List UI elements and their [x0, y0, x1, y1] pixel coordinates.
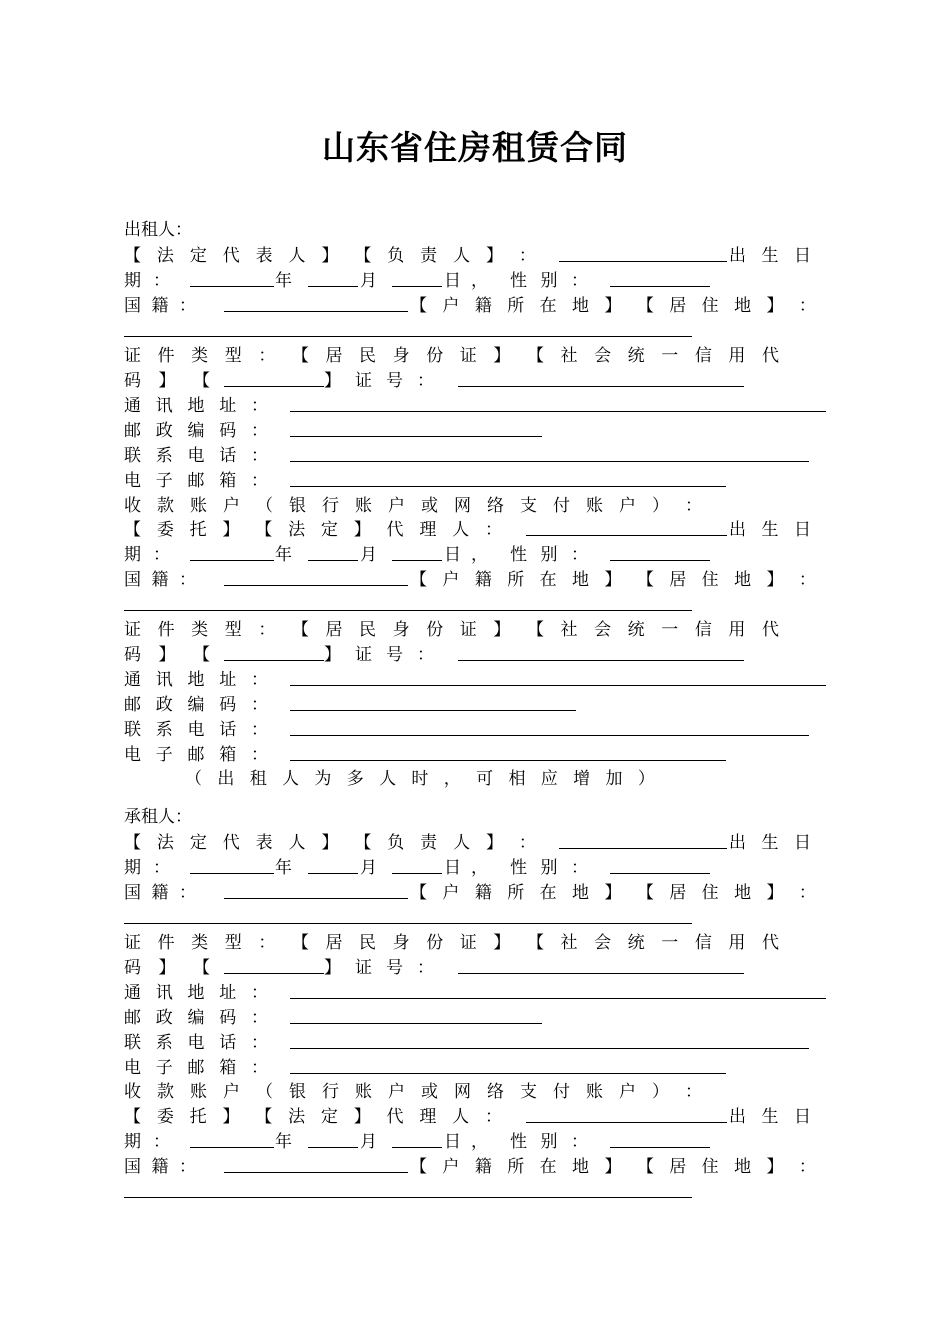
- phone-blank[interactable]: [290, 1048, 809, 1049]
- id-number-label: 】 证 号 ：: [324, 958, 434, 978]
- representative-label: 【 法 定 代 表 人 】 【 负 责 人 】 ：: [124, 833, 536, 853]
- household-label: 【 户 籍 所 在 地 】 【 居 住 地 】 ：: [410, 883, 816, 903]
- nationality-row: [124, 565, 816, 589]
- email-label: 电 子 邮 箱 ：: [124, 471, 268, 491]
- nationality-label: 国 籍 ：: [124, 570, 196, 590]
- id-type-row: [124, 615, 816, 639]
- nationality-label: 国 籍 ：: [124, 1157, 196, 1177]
- account-row: [124, 491, 816, 515]
- birth-date-row: [124, 1127, 816, 1151]
- residence-blank[interactable]: [124, 1197, 692, 1198]
- phone-row: [124, 1028, 816, 1052]
- phone-row: [124, 441, 816, 465]
- birth-month-blank[interactable]: [308, 560, 358, 561]
- id-type-open: 码 】 【: [124, 958, 210, 978]
- phone-row: [124, 715, 816, 739]
- date-label: 期 ：: [124, 545, 170, 565]
- representative-row: [124, 828, 816, 852]
- id-number-label: 】 证 号 ：: [324, 645, 434, 665]
- email-blank[interactable]: [290, 486, 726, 487]
- id-number-row: [124, 953, 816, 977]
- month-label: 月: [360, 271, 377, 291]
- address-row: [124, 391, 816, 415]
- id-number-row: [124, 640, 816, 664]
- id-number-blank[interactable]: [458, 973, 744, 974]
- address-row: [124, 665, 816, 689]
- day-label: 日 ，: [444, 271, 488, 291]
- id-type-label: 证 件 类 型 ： 【 居 民 身 份 证 】 【 社 会 统 一 信 用 代: [124, 620, 779, 640]
- agent-row: [124, 1102, 816, 1126]
- birth-day-blank[interactable]: [392, 873, 442, 874]
- agent-label: 【 委 托 】 【 法 定 】 代 理 人 ：: [124, 520, 502, 540]
- birth-day-blank[interactable]: [392, 286, 442, 287]
- other-id-type-blank[interactable]: [224, 973, 324, 974]
- other-id-type-blank[interactable]: [224, 386, 324, 387]
- postal-label: 邮 政 编 码 ：: [124, 695, 268, 715]
- id-type-open: 码 】 【: [124, 645, 210, 665]
- date-label: 期 ：: [124, 1132, 170, 1152]
- nationality-label: 国 籍 ：: [124, 296, 196, 316]
- postal-blank[interactable]: [290, 710, 576, 711]
- address-blank[interactable]: [290, 411, 826, 412]
- birth-label: 出 生 日: [729, 833, 811, 853]
- residence-row: [124, 590, 816, 614]
- address-label: 通 讯 地 址 ：: [124, 396, 268, 416]
- birth-label: 出 生 日: [729, 1107, 811, 1127]
- residence-row: [124, 903, 816, 927]
- address-blank[interactable]: [290, 998, 826, 999]
- gender-blank[interactable]: [610, 560, 710, 561]
- lessor-heading: 出租人：: [124, 220, 192, 240]
- birth-label: 出 生 日: [729, 520, 811, 540]
- year-label: 年: [275, 1132, 292, 1152]
- postal-row: [124, 416, 816, 440]
- birth-date-row: [124, 266, 816, 290]
- postal-blank[interactable]: [290, 1023, 542, 1024]
- email-row: [124, 1053, 816, 1077]
- gender-label: 性 别 ：: [510, 858, 588, 878]
- email-row: [124, 466, 816, 490]
- residence-blank[interactable]: [124, 610, 692, 611]
- month-label: 月: [360, 545, 377, 565]
- other-id-type-blank[interactable]: [224, 660, 324, 661]
- residence-row: [124, 316, 816, 340]
- household-label: 【 户 籍 所 在 地 】 【 居 住 地 】 ：: [410, 1157, 816, 1177]
- id-number-row: [124, 366, 816, 390]
- year-label: 年: [275, 545, 292, 565]
- nationality-row: [124, 1152, 816, 1176]
- representative-label: 【 法 定 代 表 人 】 【 负 责 人 】 ：: [124, 246, 536, 266]
- phone-label: 联 系 电 话 ：: [124, 1033, 268, 1053]
- birth-year-blank[interactable]: [190, 286, 274, 287]
- birth-date-row: [124, 853, 816, 877]
- representative-blank[interactable]: [559, 848, 727, 849]
- email-blank[interactable]: [290, 1073, 726, 1074]
- address-blank[interactable]: [290, 685, 826, 686]
- month-label: 月: [360, 1132, 377, 1152]
- gender-label: 性 别 ：: [510, 271, 588, 291]
- residence-row: [124, 1177, 816, 1201]
- phone-blank[interactable]: [290, 461, 809, 462]
- day-label: 日 ，: [444, 545, 488, 565]
- birth-label: 出 生 日: [729, 246, 811, 266]
- phone-label: 联 系 电 话 ：: [124, 720, 268, 740]
- gender-blank[interactable]: [610, 286, 710, 287]
- household-label: 【 户 籍 所 在 地 】 【 居 住 地 】 ：: [410, 570, 816, 590]
- nationality-row: [124, 878, 816, 902]
- id-type-label: 证 件 类 型 ： 【 居 民 身 份 证 】 【 社 会 统 一 信 用 代: [124, 346, 779, 366]
- id-number-blank[interactable]: [458, 386, 744, 387]
- gender-blank[interactable]: [610, 1147, 710, 1148]
- household-label: 【 户 籍 所 在 地 】 【 居 住 地 】 ：: [410, 296, 816, 316]
- id-type-row: [124, 341, 816, 365]
- representative-blank[interactable]: [559, 261, 727, 262]
- agent-row: [124, 515, 816, 539]
- email-label: 电 子 邮 箱 ：: [124, 745, 268, 765]
- birth-month-blank[interactable]: [308, 286, 358, 287]
- nationality-blank[interactable]: [224, 311, 408, 312]
- birth-month-blank[interactable]: [308, 873, 358, 874]
- postal-blank[interactable]: [290, 436, 542, 437]
- agent-label: 【 委 托 】 【 法 定 】 代 理 人 ：: [124, 1107, 502, 1127]
- date-label: 期 ：: [124, 271, 170, 291]
- contract-title: 山东省住房租赁合同: [322, 128, 628, 167]
- id-type-open: 码 】 【: [124, 371, 210, 391]
- address-label: 通 讯 地 址 ：: [124, 983, 268, 1003]
- postal-label: 邮 政 编 码 ：: [124, 421, 268, 441]
- address-label: 通 讯 地 址 ：: [124, 670, 268, 690]
- birth-year-blank[interactable]: [190, 873, 274, 874]
- birth-date-row: [124, 540, 816, 564]
- gender-label: 性 别 ：: [510, 1132, 588, 1152]
- id-type-label: 证 件 类 型 ： 【 居 民 身 份 证 】 【 社 会 统 一 信 用 代: [124, 933, 779, 953]
- gender-blank[interactable]: [610, 873, 710, 874]
- birth-month-blank[interactable]: [308, 1147, 358, 1148]
- nationality-blank[interactable]: [224, 585, 408, 586]
- nationality-row: [124, 291, 816, 315]
- nationality-blank[interactable]: [224, 898, 408, 899]
- day-label: 日 ，: [444, 858, 488, 878]
- email-label: 电 子 邮 箱 ：: [124, 1058, 268, 1078]
- phone-blank[interactable]: [290, 735, 809, 736]
- postal-row: [124, 1003, 816, 1027]
- day-label: 日 ，: [444, 1132, 488, 1152]
- residence-blank[interactable]: [124, 923, 692, 924]
- account-row: [124, 1077, 816, 1101]
- gender-label: 性 别 ：: [510, 545, 588, 565]
- month-label: 月: [360, 858, 377, 878]
- id-type-row: [124, 928, 816, 952]
- representative-row: [124, 241, 816, 265]
- birth-year-blank[interactable]: [190, 560, 274, 561]
- id-number-blank[interactable]: [458, 660, 744, 661]
- email-row: [124, 740, 816, 764]
- date-label: 期 ：: [124, 858, 170, 878]
- birth-day-blank[interactable]: [392, 560, 442, 561]
- nationality-blank[interactable]: [224, 1172, 408, 1173]
- phone-label: 联 系 电 话 ：: [124, 446, 268, 466]
- account-label: 收 款 账 户 （ 银 行 账 户 或 网 络 支 付 账 户 ） ：: [124, 1082, 702, 1102]
- account-label: 收 款 账 户 （ 银 行 账 户 或 网 络 支 付 账 户 ） ：: [124, 496, 702, 516]
- postal-row: [124, 690, 816, 714]
- agent-blank[interactable]: [526, 1122, 727, 1123]
- id-number-label: 】 证 号 ：: [324, 371, 434, 391]
- birth-day-blank[interactable]: [392, 1147, 442, 1148]
- multi-party-note: （ 出 租 人 为 多 人 时 ， 可 相 应 增 加 ）: [185, 769, 655, 789]
- nationality-label: 国 籍 ：: [124, 883, 196, 903]
- postal-label: 邮 政 编 码 ：: [124, 1008, 268, 1028]
- year-label: 年: [275, 858, 292, 878]
- birth-year-blank[interactable]: [190, 1147, 274, 1148]
- residence-blank[interactable]: [124, 336, 692, 337]
- email-blank[interactable]: [290, 760, 726, 761]
- agent-blank[interactable]: [526, 535, 727, 536]
- year-label: 年: [275, 271, 292, 291]
- lessee-heading: 承租人：: [124, 807, 192, 827]
- address-row: [124, 978, 816, 1002]
